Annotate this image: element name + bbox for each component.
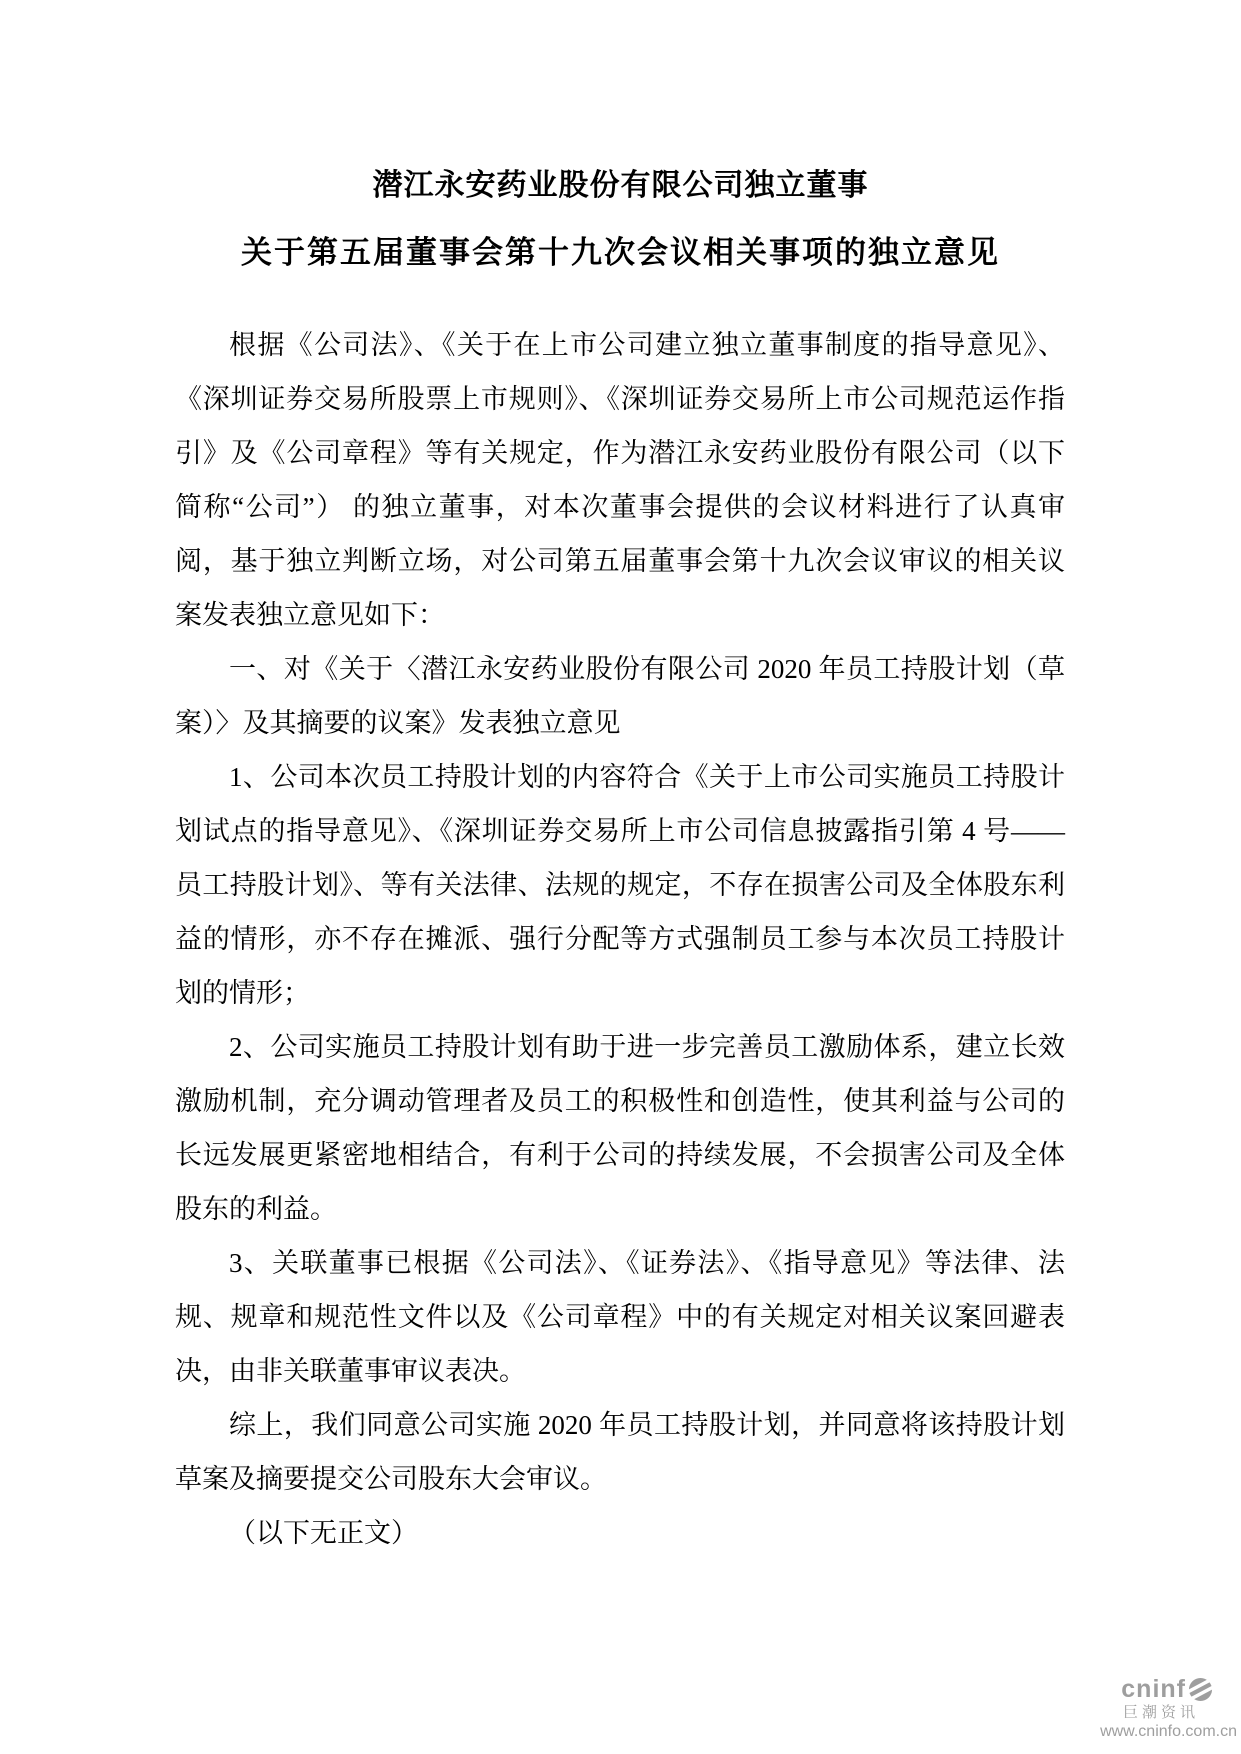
cninfo-logo-text: cninf xyxy=(1121,1675,1186,1703)
paragraph-item-1: 1、公司本次员工持股计划的内容符合《关于上市公司实施员工持股计划试点的指导意见》、《深圳证券交易所上市公司信息披露指引第 4 号——员工持股计划》、等有关法律、法规的规定，不存在损害公司及全体股东利益的情形，亦不存在摊派、强行分配等方式强制员工参与本次员工持股计划的情形； xyxy=(175,762,1065,1008)
paragraph-intro: 根据《公司法》、《关于在上市公司建立独立董事制度的指导意见》、《深圳证券交易所股票上市规则》、《深圳证券交易所上市公司规范运作指引》及《公司章程》等有关规定，作为潜江永安药业股份有限公司（以下简称“公司”） 的独立董事，对本次董事会提供的会议材料进行了认真审阅，基于独立判断立场，对公司第五届董事会第十九次会议审议的相关议案发表独立意见如下： xyxy=(175,330,1065,630)
cninfo-logo-row xyxy=(1100,1677,1239,1702)
paragraph-item-3: 3、关联董事已根据《公司法》、《证券法》、《指导意见》等法律、法规、规章和规范性文件以及《公司章程》中的有关规定对相关议案回避表决，由非关联董事审议表决。 xyxy=(175,1248,1065,1386)
document-body xyxy=(175,318,1065,1560)
doc-title-line-1: 潜江永安药业股份有限公司独立董事 xyxy=(372,169,869,202)
cninfo-swirl-icon xyxy=(1188,1677,1213,1702)
doc-title-line-2: 关于第五届董事会第十九次会议相关事项的独立意见 xyxy=(241,235,1000,270)
cninfo-url: www.cninfo.com.cn xyxy=(1100,1723,1237,1740)
paragraph-item-2: 2、公司实施员工持股计划有助于进一步完善员工激励体系，建立长效激励机制，充分调动管理者及员工的积极性和创造性，使其利益与公司的长远发展更紧密地相结合，有利于公司的持续发展，不会损害公司及全体股东的利益。 xyxy=(175,1032,1065,1224)
paragraph-no-more-text: （以下无正文） xyxy=(229,1518,418,1548)
cninfo-brand-name: 巨潮资讯 xyxy=(1122,1704,1199,1721)
cninfo-watermark xyxy=(1100,1677,1239,1740)
paragraph-conclusion: 综上，我们同意公司实施 2020 年员工持股计划，并同意将该持股计划草案及摘要提交公司股东大会审议。 xyxy=(175,1410,1065,1494)
paragraph-heading-1: 一、对《关于〈潜江永安药业股份有限公司 2020 年员工持股计划（草案）〉及其摘要的议案》发表独立意见 xyxy=(175,654,1065,738)
